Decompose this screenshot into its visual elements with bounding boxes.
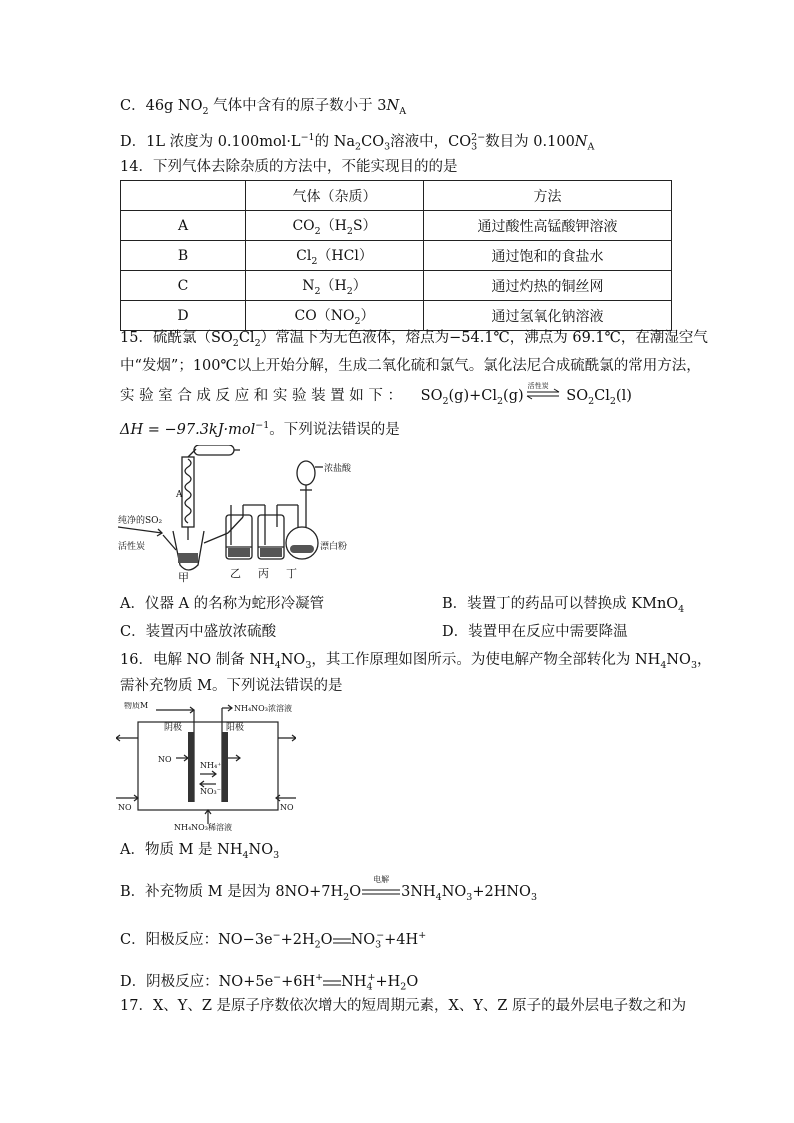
gas-cell: $N_2(H_2)$ <box>246 271 424 301</box>
svg-text:NO₃⁻: NO₃⁻ <box>200 787 221 796</box>
gas-cell: $CO_2(H_2S)$ <box>246 211 424 241</box>
q15-line-1: 15．硫酰氯$(SO_2Cl_2)$常温下为无色液体，熔点为−54.1℃，沸点为 69.1℃，在潮湿空气 <box>120 330 708 349</box>
svg-text:物质M: 物质M <box>124 702 149 710</box>
svg-text:阳极: 阳极 <box>226 723 245 733</box>
svg-text:丁: 丁 <box>286 567 297 580</box>
q15-apparatus-figure <box>118 445 378 585</box>
equals-arrow-icon <box>333 930 351 950</box>
q16-option-c: C．阳极反应：$NO-3e^-+2H_2O$ $NO_3^-+4H^+$ <box>120 930 427 951</box>
table-header-row <box>121 181 672 211</box>
svg-text:浓盐酸: 浓盐酸 <box>324 464 352 474</box>
q15-option-d: D．装置甲在反应中需要降温 <box>442 624 628 640</box>
table-row <box>121 211 672 241</box>
q13-option-d: D．1L 浓度为 $0.100mol\cdot L^{-1}$的 $Na_2CO_3$溶液中，$CO_3^{2-}$数目为 $0.100N_A$ <box>120 132 595 153</box>
svg-text:NH₄NO₃稀溶液: NH₄NO₃稀溶液 <box>174 823 232 832</box>
svg-text:NO: NO <box>158 755 172 764</box>
q17-stem: 17．X、Y、Z 是原子序数依次增大的短周期元素，X、Y、Z 原子的最外层电子数之和为 <box>120 998 687 1014</box>
svg-text:纯净的SO₂: 纯净的SO₂ <box>118 516 163 526</box>
reversible-arrow-icon: 活性炭 <box>524 386 562 406</box>
svg-text:NO: NO <box>280 803 294 812</box>
q14-stem: 14．下列气体去除杂质的方法中，不能实现目的的是 <box>120 159 458 175</box>
svg-text:乙: 乙 <box>230 567 241 580</box>
svg-text:甲: 甲 <box>178 571 189 584</box>
row-label: A <box>121 211 246 241</box>
q16-electrolysis-figure <box>116 702 296 832</box>
q15-option-c: C．装置丙中盛放浓硫酸 <box>120 624 277 640</box>
electrolysis-arrow-icon: 电解 <box>373 875 390 884</box>
svg-text:阴极: 阴极 <box>164 723 183 733</box>
header-cell: 气体（杂质） <box>246 181 424 211</box>
method-cell: 通过氢氧化钠溶液 <box>424 301 672 331</box>
svg-text:NH₄NO₃浓溶液: NH₄NO₃浓溶液 <box>234 704 292 713</box>
svg-text:A: A <box>176 490 183 500</box>
gas-cell: $CO(NO_2)$ <box>246 301 424 331</box>
svg-text:漂白粉: 漂白粉 <box>320 542 348 552</box>
method-cell: 通过饱和的食盐水 <box>424 241 672 271</box>
gas-cell: $Cl_2(HCl)$ <box>246 241 424 271</box>
equals-arrow-icon <box>323 972 341 992</box>
q16-option-a: A．物质 M 是 $NH_4NO_3$ <box>120 842 280 861</box>
row-label: B <box>121 241 246 271</box>
table-row <box>121 271 672 301</box>
method-cell: 通过酸性高锰酸钾溶液 <box>424 211 672 241</box>
q16-line-2: 需补充物质 M。下列说法错误的是 <box>120 678 343 694</box>
q16-line-1: 16．电解 NO 制备 $NH_4NO_3$，其工作原理如图所示。为使电解产物全部转化为 $NH_4NO_3$， <box>120 652 712 671</box>
q15-line-3: 实 验 室 合 成 反 应 和 实 验 装 置 如 下 ： $SO_2(g)+Cl_2(g)$ 活性炭 $SO_2Cl_2(l)$ <box>120 382 632 407</box>
header-cell <box>121 181 246 211</box>
header-cell: 方法 <box>424 181 672 211</box>
svg-text:丙: 丙 <box>258 567 269 580</box>
table-row <box>121 241 672 271</box>
svg-text:NH₄⁺: NH₄⁺ <box>200 761 222 770</box>
q15-line-2: 中“发烟”；100℃以上开始分解，生成二氧化硫和氯气。氯化法尼合成硫酰氯的常用方法， <box>120 358 701 374</box>
q16-option-d: D．阴极反应：NO+5e−+6H+ $NH_4^++H_2O$ <box>120 972 419 993</box>
svg-text:活性炭: 活性炭 <box>118 542 146 552</box>
q15-line-4: ΔH = −97.3kJ·mol$^{-1}$。下列说法错误的是 <box>120 420 400 438</box>
svg-text:NO: NO <box>118 803 132 812</box>
q16-option-b: B．补充物质 M 是因为 $8NO+7H_2O$ 电解 $3NH_4NO_3+2HNO_3$ <box>120 875 537 903</box>
row-label: D <box>121 301 246 331</box>
q15-option-b: B．装置丁的药品可以替换成 KMnO$_4$ <box>442 596 685 615</box>
row-label: C <box>121 271 246 301</box>
q13-option-c: C．46g $NO_2$ 气体中含有的原子数小于 $3N_A$ <box>120 98 407 117</box>
method-cell: 通过灼热的铜丝网 <box>424 271 672 301</box>
q15-equation: $SO_2(g)+Cl_2(g)$ 活性炭 $SO_2Cl_2(l)$ <box>420 382 632 407</box>
q15-option-a: A．仪器 A 的名称为蛇形冷凝管 <box>120 596 325 612</box>
q14-table <box>120 180 672 331</box>
table-row <box>121 301 672 331</box>
